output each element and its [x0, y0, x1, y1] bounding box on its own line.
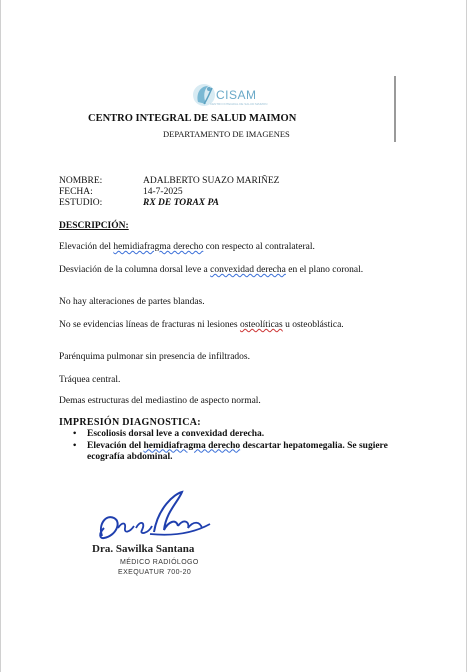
description-paragraph-5: Parénquima pulmonar sin presencia de infiltrados. [59, 352, 251, 362]
logo-text: CISAM [216, 88, 257, 102]
page-left-border [0, 0, 1, 672]
doctor-title: MÉDICO RADIÓLOGO [120, 559, 199, 566]
impression-title: IMPRESIÓN DIAGNOSTICA: [59, 417, 201, 428]
description-paragraph-7: Demas estructuras del mediastino de aspecto normal. [59, 396, 261, 406]
bullet-1: • [73, 429, 77, 439]
description-title: DESCRIPCIÓN: [59, 221, 129, 231]
description-paragraph-2 [59, 265, 399, 277]
impression-item-2-text-c: descartar hepatomegalia. Se sugiere ecografía abdominal. [87, 440, 388, 462]
impression-list [73, 429, 403, 464]
name-label: NOMBRE: [59, 176, 103, 186]
cisam-logo [190, 80, 268, 110]
name-value: ADALBERTO SUAZO MARIÑEZ [143, 176, 280, 186]
study-label: ESTUDIO: [59, 198, 103, 208]
date-label: FECHA: [59, 187, 93, 197]
p1-text-a: Elevación del [59, 242, 114, 252]
date-value: 14-7-2025 [143, 187, 183, 197]
doctor-exequatur: EXEQUATUR 700-20 [118, 569, 192, 576]
p2-text-b: convexidad derecha [210, 265, 286, 275]
study-value: RX DE TORAX PA [143, 198, 219, 208]
description-paragraph-3: No hay alteraciones de partes blandas. [59, 297, 205, 307]
impression-item-2 [73, 441, 403, 464]
p4-text-c: u osteoblástica. [282, 320, 344, 330]
p2-text-a: Desviación de la columna dorsal leve a [59, 265, 211, 275]
impression-item-2-text-a: Elevación del [87, 440, 144, 451]
center-name: CENTRO INTEGRAL DE SALUD MAIMON [88, 113, 297, 124]
description-paragraph-1 [59, 242, 399, 254]
p1-text-c: con respecto al contralateral. [203, 242, 315, 252]
study-row [59, 198, 219, 208]
description-paragraph-6: Tráquea central. [59, 375, 121, 385]
impression-item-1 [73, 429, 403, 441]
description-paragraph-4 [59, 320, 399, 332]
department-name: DEPARTAMENTO DE IMAGENES [163, 129, 290, 139]
header-divider [394, 76, 396, 142]
p4-text-a: No se evidencias líneas de fracturas ni lesiones [59, 320, 240, 330]
bullet-2: • [73, 440, 77, 451]
p1-text-b: hemidiafragma derecho [113, 242, 204, 252]
date-row [59, 187, 183, 197]
handwritten-signature [92, 488, 222, 548]
logo-subtitle: CENTRO INTEGRAL DE SALUD MAIMON [210, 102, 268, 106]
p2-text-c: en el plano coronal. [285, 265, 364, 275]
impression-item-1-text: Escoliosis dorsal leve a convexidad derecha. [87, 429, 265, 439]
doctor-name: Dra. Sawilka Santana [92, 543, 195, 555]
patient-name-row [59, 176, 279, 186]
impression-item-2-text-b: hemidiafragma derecho [143, 440, 241, 451]
p4-text-b: osteolíticas [239, 320, 283, 330]
